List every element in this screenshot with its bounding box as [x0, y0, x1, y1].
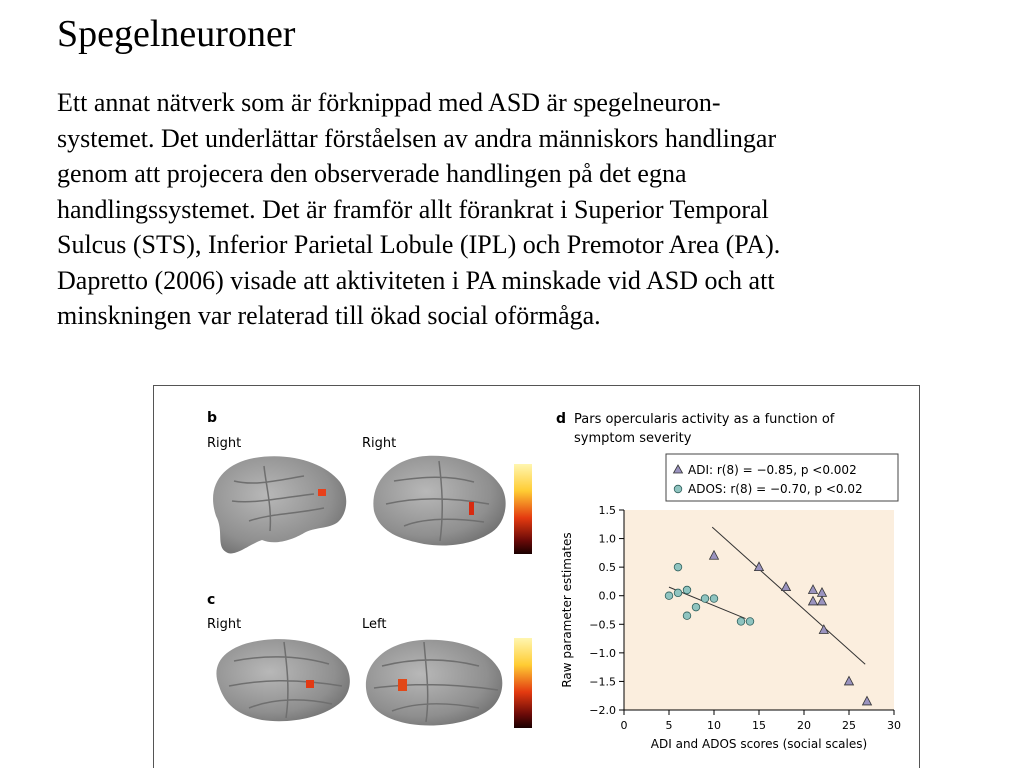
activation-spot	[469, 502, 474, 515]
color-scale-bar	[514, 638, 532, 728]
body-line: genom att projecera den observerade handlingen på det egna	[57, 159, 687, 188]
y-tick-label: 1.5	[598, 504, 616, 517]
y-tick-label: −1.5	[589, 675, 616, 689]
y-tick-label: 1.0	[598, 532, 616, 546]
activation-spot	[306, 680, 314, 688]
y-tick-label: −0.5	[589, 618, 616, 632]
body-line: Sulcus (STS), Inferior Parietal Lobule (IPL) och Premotor Area (PA).	[57, 230, 781, 259]
color-scale-bar	[514, 464, 532, 554]
y-tick-label: 0.0	[598, 589, 616, 603]
y-axis-label: Raw parameter estimates	[560, 532, 574, 688]
activation-spot	[398, 679, 407, 691]
legend-entry-ados: ADOS: r(8) = −0.70, p <0.02	[688, 482, 863, 496]
data-point-ados	[737, 618, 745, 626]
body-line: Ett annat nätverk som är förknippad med ASD är spegelneuron-	[57, 88, 721, 117]
panel-d-title-line2: symptom severity	[574, 431, 692, 446]
figure	[153, 385, 920, 768]
brain-image-c-right-lateral	[216, 639, 349, 721]
data-point-ados	[701, 595, 709, 603]
panel-c-label-left: Right	[207, 617, 242, 632]
panel-c-label-right: Left	[362, 617, 387, 632]
y-tick-label: −1.0	[589, 646, 616, 660]
y-tick-label: −2.0	[589, 704, 616, 717]
data-point-ados	[710, 595, 718, 603]
body-line: handlingssystemet. Det är framför allt förankrat i Superior Temporal	[57, 194, 769, 224]
panel-d-title-line1: Pars opercularis activity as a function of	[574, 412, 835, 427]
body-line: systemet. Det underlättar förståelsen av andra människors handlingar	[57, 123, 777, 153]
slide-title: Spegelneuroner	[57, 13, 296, 55]
x-tick-label: 0	[620, 719, 628, 732]
panel-b-label-right: Right	[362, 436, 397, 451]
data-point-ados	[683, 586, 691, 594]
data-point-ados	[665, 592, 673, 600]
body-line: minskningen var relaterad till ökad social oförmåga.	[57, 301, 601, 330]
scatter-plot	[560, 454, 901, 751]
data-point-ados	[683, 612, 691, 620]
x-axis-label: ADI and ADOS scores (social scales)	[650, 737, 868, 751]
brain-image-b-right-lateral	[213, 456, 346, 553]
x-tick-label: 25	[842, 719, 856, 732]
legend-marker-ados	[674, 485, 682, 493]
x-tick-label: 30	[887, 719, 901, 732]
legend-entry-adi: ADI: r(8) = −0.85, p <0.002	[688, 463, 857, 477]
activation-spot	[318, 489, 326, 496]
data-point-ados	[674, 563, 682, 571]
data-point-ados	[674, 589, 682, 597]
data-point-ados	[692, 603, 700, 611]
panel-d-letter: d	[556, 411, 567, 427]
x-tick-label: 20	[797, 719, 811, 732]
y-tick-label: 0.5	[598, 561, 616, 575]
panel-c-letter: c	[207, 592, 216, 608]
panel-b-letter: b	[207, 410, 218, 426]
x-tick-label: 5	[665, 719, 673, 732]
data-point-ados	[746, 618, 754, 626]
slide-body	[57, 85, 1012, 334]
brain-image-b-right-medial	[373, 456, 505, 546]
x-tick-label: 15	[752, 719, 766, 732]
brain-image-c-left-lateral	[366, 640, 502, 726]
x-tick-label: 10	[707, 719, 721, 732]
figure-svg	[154, 386, 920, 768]
panel-b-label-left: Right	[207, 436, 242, 451]
plot-area	[624, 510, 894, 710]
body-line: Dapretto (2006) visade att aktiviteten i PA minskade vid ASD och att	[57, 265, 775, 295]
